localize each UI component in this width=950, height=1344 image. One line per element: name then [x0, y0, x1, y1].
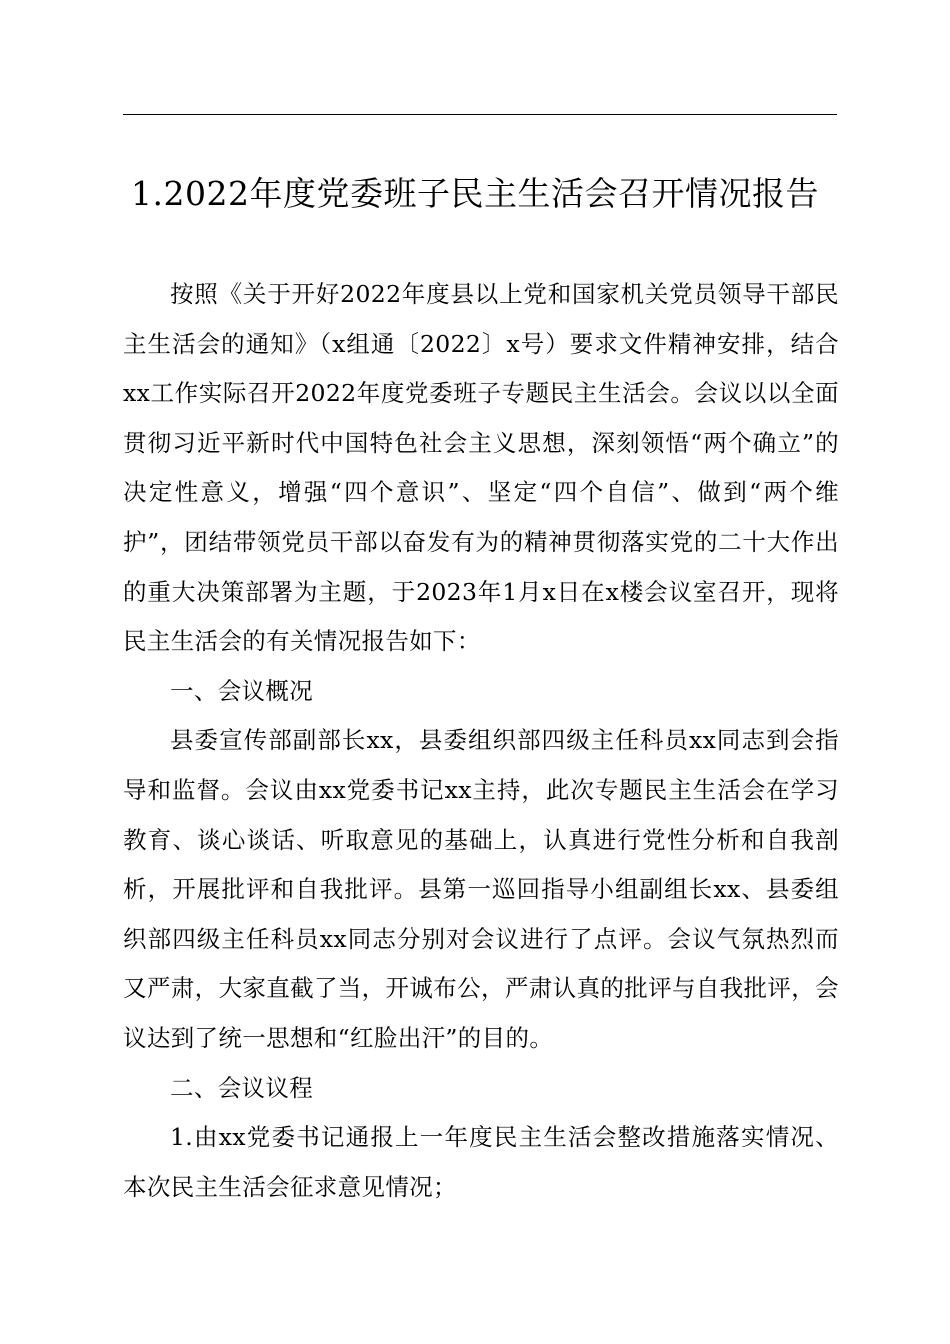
document-title: 1.2022年度党委班子民主生活会召开情况报告	[131, 174, 819, 213]
section-heading-overview: 一、会议概况	[170, 676, 314, 705]
overview-paragraph: 县委宣传部副部长xx，县委组织部四级主任科员xx同志到会指导和监督。会议由xx党委书记xx主持，此次专题民主生活会在学习教育、谈心谈话、听取意见的基础上，认真进行党性分析和自我剖析，开展批评和自我批评。县第一巡回指导小组副组长xx、县委组织部四级主任科员xx同志分别对会议进行了点评。会议气氛热烈而又严肃，大家直截了当，开诚布公，严肃认真的批评与自我批评，会议达到了统一思想和“红脸出汗”的目的。	[123, 726, 839, 1052]
header-rule	[123, 114, 837, 115]
document-body	[123, 270, 839, 1212]
agenda-item-1: 1.由xx党委书记通报上一年度民主生活会整改措施落实情况、本次民主生活会征求意见情况；	[123, 1123, 839, 1201]
section-heading-agenda: 二、会议议程	[170, 1073, 314, 1102]
intro-paragraph: 按照《关于开好2022年度县以上党和国家机关党员领导干部民主生活会的通知》（x组通〔2022〕x号）要求文件精神安排，结合xx工作实际召开2022年度党委班子专题民主生活会。会议以以全面贯彻习近平新时代中国特色社会主义思想，深刻领悟“两个确立”的决定性意义，增强“四个意识”、坚定“四个自信”、做到“两个维护”，团结带领党员干部以奋发有为的精神贯彻落实党的二十大作出的重大决策部署为主题，于2023年1月x日在x楼会议室召开，现将民主生活会的有关情况报告如下：	[123, 280, 839, 656]
